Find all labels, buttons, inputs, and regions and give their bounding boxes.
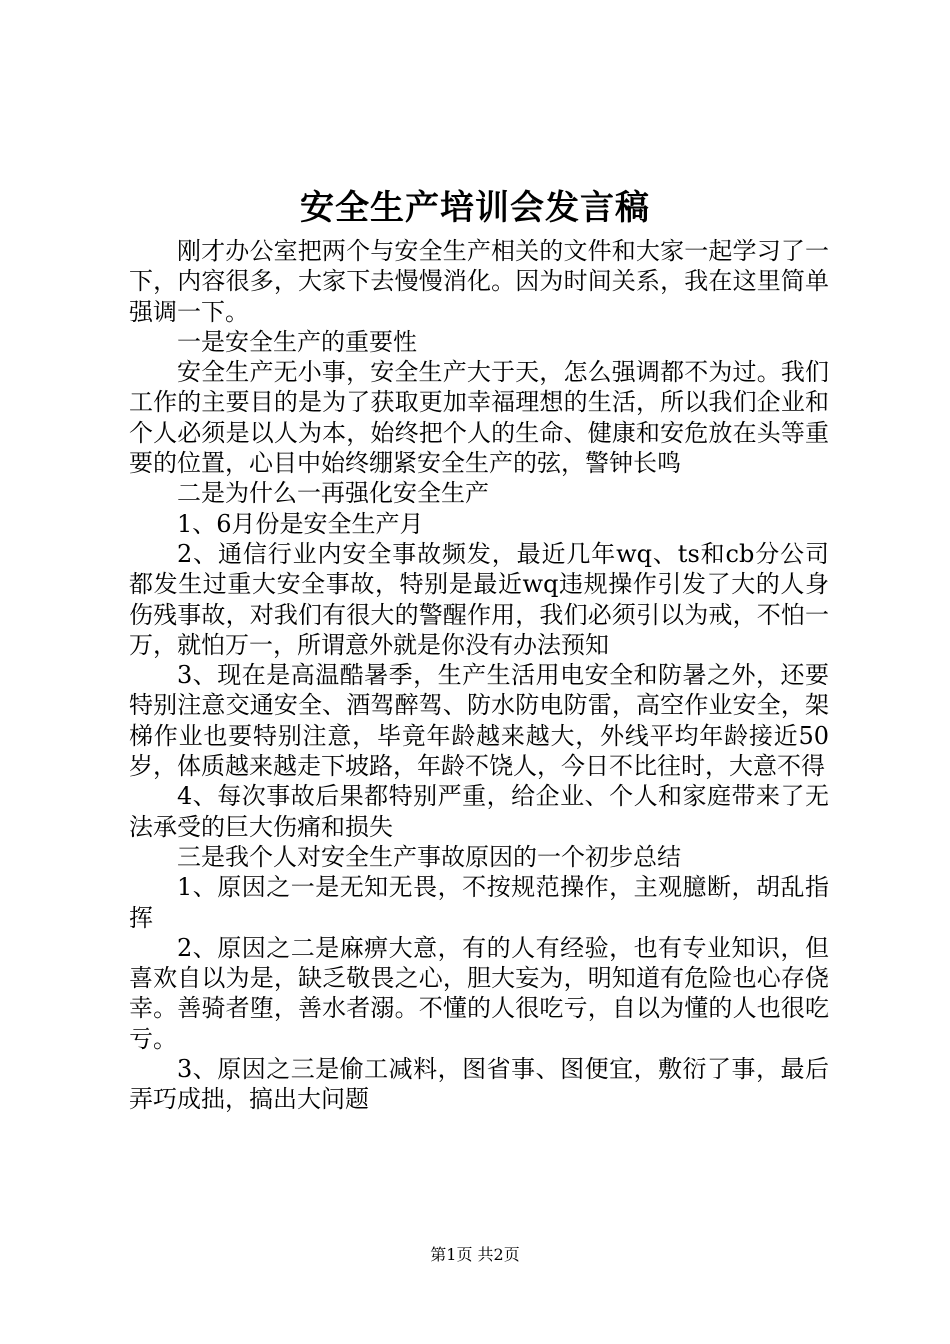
list-item: 4、每次事故后果都特别严重，给企业、个人和家庭带来了无法承受的巨大伤痛和损失 (129, 782, 829, 841)
section-heading: 一是安全生产的重要性 (177, 327, 417, 356)
list-item: 2、原因之二是麻痹大意，有的人有经验，也有专业知识，但喜欢自以为是，缺乏敬畏之心，胆大妄为，明知道有危险也心存侥幸。善骑者堕，善水者溺。不懂的人很吃亏，自以为懂的人也很吃亏。 (129, 933, 829, 1053)
paragraph: 刚才办公室把两个与安全生产相关的文件和大家一起学习了一下，内容很多，大家下去慢慢消化。因为时间关系，我在这里简单强调一下。 (129, 237, 829, 326)
document-body (129, 236, 829, 1115)
section-heading: 三是我个人对安全生产事故原因的一个初步总结 (177, 842, 681, 871)
page-footer: 第1页 共2页 (430, 1245, 520, 1264)
list-item: 3、现在是高温酷暑季，生产生活用电安全和防暑之外，还要特别注意交通安全、酒驾醉驾、防水防电防雷，高空作业安全，架梯作业也要特别注意，毕竟年龄越来越大，外线平均年龄接近50岁，体质越来越走下坡路，年龄不饶人，今日不比往时，大意不得 (129, 661, 829, 781)
list-item: 3、原因之三是偷工减料，图省事、图便宜，敷衍了事，最后弄巧成拙，搞出大问题 (129, 1055, 829, 1114)
document-title: 安全生产培训会发言稿 (300, 188, 650, 228)
list-item: 1、原因之一是无知无畏，不按规范操作，主观臆断，胡乱指挥 (129, 873, 829, 932)
paragraph: 安全生产无小事，安全生产大于天，怎么强调都不为过。我们工作的主要目的是为了获取更加幸福理想的生活，所以我们企业和个人必须是以人为本，始终把个人的生命、健康和安危放在头等重要的位置，心目中始终绷紧安全生产的弦，警钟长鸣 (129, 358, 829, 478)
section-heading: 二是为什么一再强化安全生产 (177, 479, 489, 508)
list-item: 1、6月份是安全生产月 (177, 509, 424, 538)
list-item: 2、通信行业内安全事故频发，最近几年wq、ts和cb分公司都发生过重大安全事故，特别是最近wq违规操作引发了大的人身伤残事故，对我们有很大的警醒作用，我们必须引以为戒，不怕一万，就怕万一，所谓意外就是你没有办法预知 (129, 539, 829, 659)
